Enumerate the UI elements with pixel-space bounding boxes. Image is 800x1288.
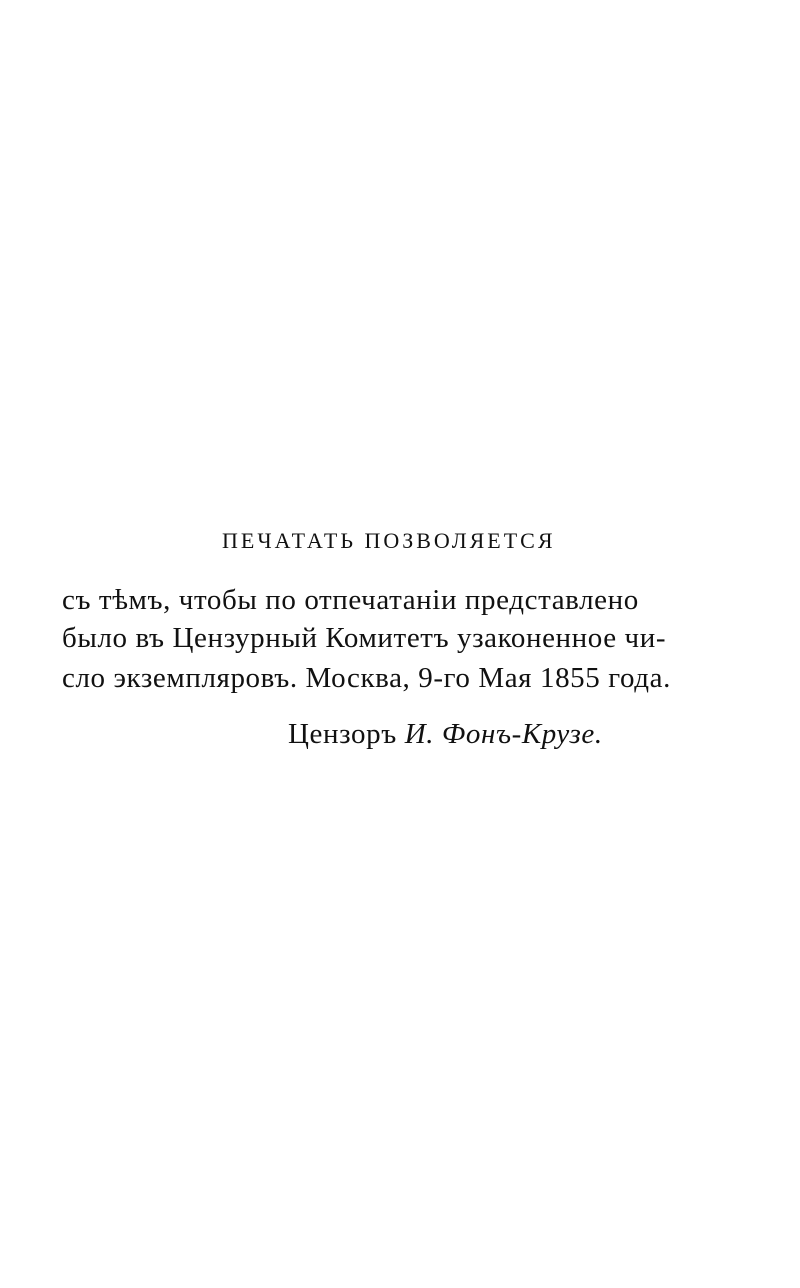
approval-heading: ПЕЧАТАТЬ ПОЗВОЛЯЕТСЯ xyxy=(222,528,556,553)
signature-title: Цензоръ xyxy=(288,718,397,750)
censor-signature xyxy=(288,718,603,751)
approval-text-line-2: было въ Цензурный Комитетъ узаконенное чи- xyxy=(62,622,667,654)
signature-name: И. Фонъ-Крузе. xyxy=(404,718,603,750)
approval-text-line-3: сло экземпляровъ. Москва, 9-го Мая 1855 года. xyxy=(62,662,671,694)
approval-text-line-1: съ тѣмъ, чтобы по отпечатаніи представлено xyxy=(62,584,639,616)
